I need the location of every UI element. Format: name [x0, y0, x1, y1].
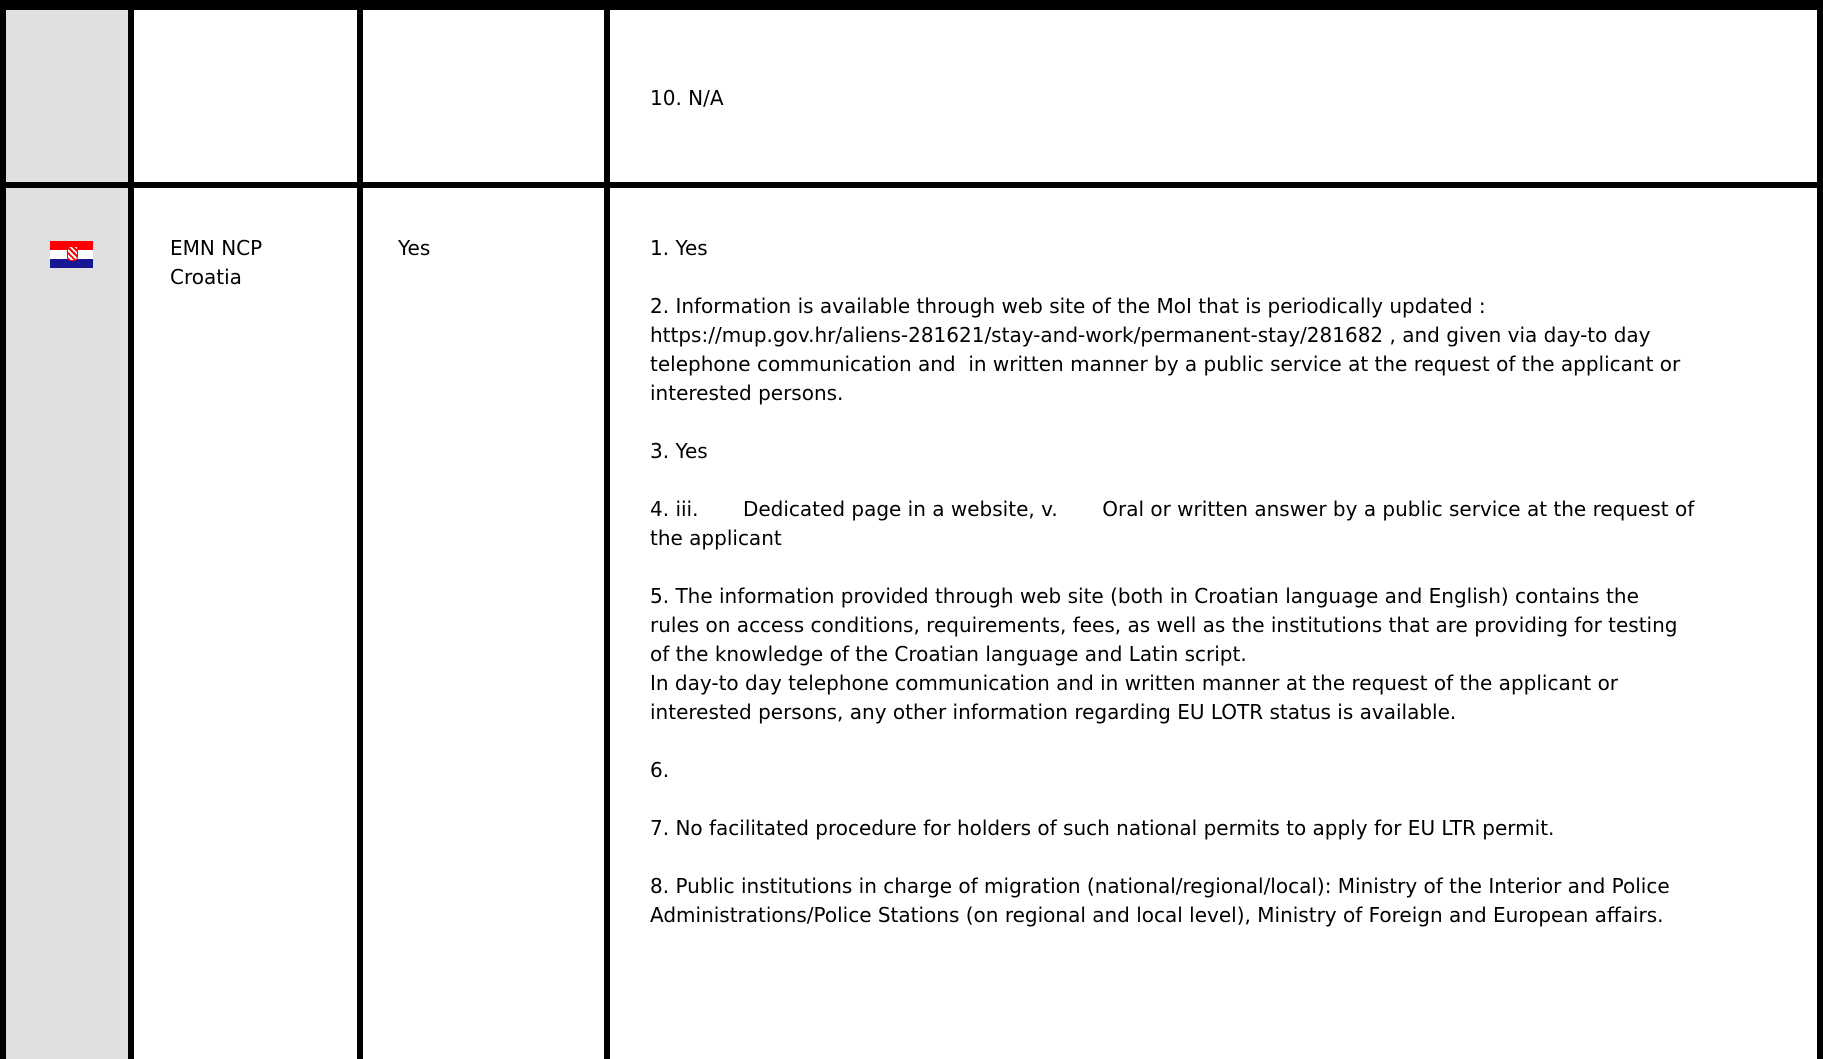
column-border: [128, 0, 134, 1059]
detail-paragraph: 3. Yes: [650, 439, 708, 463]
answer-cell: [398, 234, 430, 263]
flag-column: [0, 0, 128, 1059]
table-cell: [650, 84, 724, 113]
cell-text: 10. N/A: [650, 86, 724, 110]
answer-value: Yes: [398, 236, 431, 260]
contact-name: EMN NCP Croatia: [170, 236, 263, 289]
column-border: [357, 0, 363, 1059]
contact-cell: [170, 234, 262, 292]
details-cell: [650, 234, 1790, 930]
detail-paragraph: 6.: [650, 758, 670, 782]
column-border: [1817, 0, 1823, 1059]
detail-paragraph: 5. The information provided through web site (both in Croatian language and English) contains the rules on access conditions, requirements, fees, as well as the institutions that are providing for testing of the knowledge of the Croatian language and Latin script. In day-to day telephone communication and in written manner at the request of the applicant or interested persons, any other information regarding EU LOTR status is available.: [650, 584, 1678, 724]
column-border: [0, 0, 6, 1059]
detail-paragraph: 2. Information is available through web site of the MoI that is periodically updated : https://mup.gov.hr/aliens-281621/stay-and-work/permanent-stay/281682 , and given via day-to day telephone communication and in written manner by a public service at the request of the applicant or interested persons.: [650, 294, 1681, 405]
table-top-border: [0, 0, 1823, 10]
detail-paragraph: 4. iii. Dedicated page in a website, v. Oral or written answer by a public service at the request of the applicant: [650, 497, 1695, 550]
croatia-flag-icon: [50, 241, 93, 268]
column-border: [604, 0, 610, 1059]
detail-paragraph: 1. Yes: [650, 236, 708, 260]
detail-paragraph: 8. Public institutions in charge of migration (national/regional/local): Ministry of the Interior and Police Administrations/Police Stations (on regional and local level), Ministry of Foreign and European affairs.: [650, 874, 1670, 927]
row-divider: [0, 182, 1823, 188]
detail-paragraph: 7. No facilitated procedure for holders of such national permits to apply for EU LTR permit.: [650, 816, 1555, 840]
